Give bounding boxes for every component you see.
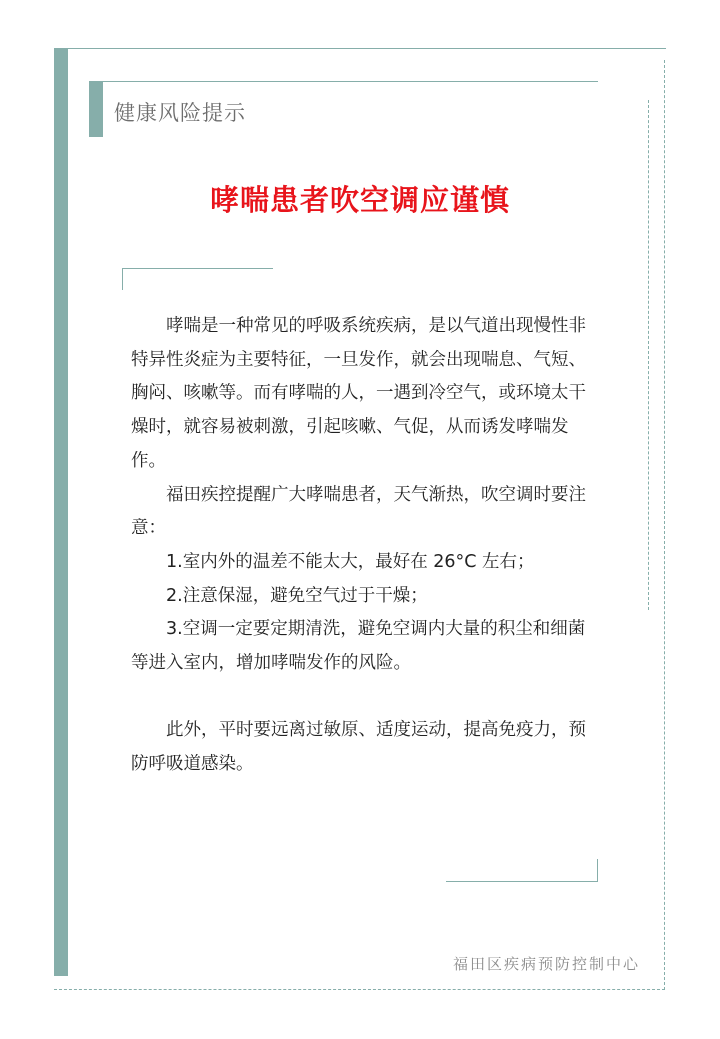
section-header-label: 健康风险提示 (114, 101, 246, 125)
paragraph-spacer (131, 681, 593, 715)
corner-bracket-top-left-vertical (122, 268, 123, 290)
footer-organization: 福田区疾病预防控制中心 (452, 955, 640, 973)
bottom-dashed-border (54, 989, 665, 990)
inner-dashed-line (648, 100, 649, 610)
header-rule (103, 81, 598, 82)
article-title: 哮喘患者吹空调应谨慎 (209, 183, 510, 217)
paragraph-intro: 哮喘是一种常见的呼吸系统疾病，是以气道出现慢性非特异性炎症为主要特征，一旦发作，就会出现喘息、气短、胸闷、咳嗽等。而有哮喘的人，一遇到冷空气，或环境太干燥时，就容易被刺激，引起咳嗽、气促，从而诱发哮喘发作。 (131, 316, 586, 471)
corner-bracket-bottom-right (446, 881, 598, 882)
tip-item-1: 1.室内外的温差不能太大，最好在 26°C 左右； (166, 551, 535, 572)
paragraph-closing: 此外，平时要远离过敏原、适度运动，提高免疫力，预防呼吸道感染。 (131, 720, 586, 775)
paragraph-reminder: 福田疾控提醒广大哮喘患者，天气渐热，吹空调时要注意： (131, 484, 586, 539)
tip-item-3: 3.空调一定要定期清洗，避免空调内大量的积尘和细菌等进入室内，增加哮喘发作的风险。 (131, 619, 586, 674)
tip-item-2: 2.注意保湿，避免空气过于干燥； (166, 585, 428, 606)
header-accent-block (89, 81, 103, 137)
top-border-line (68, 48, 666, 49)
corner-bracket-bottom-right-vertical (597, 859, 598, 881)
article-body (131, 310, 593, 782)
corner-bracket-top-left (122, 268, 273, 269)
